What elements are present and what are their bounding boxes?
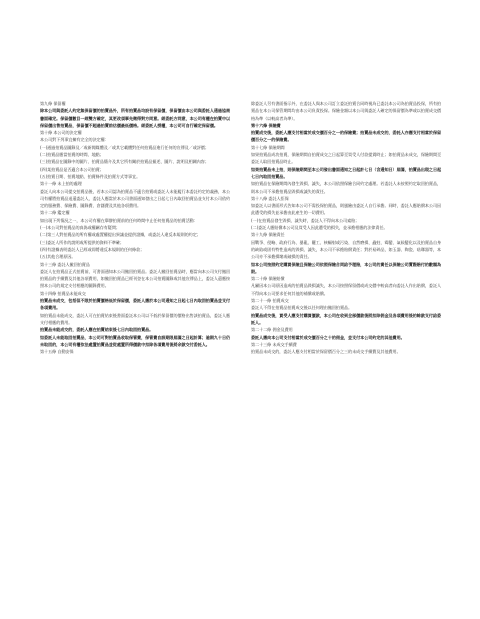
paragraph: (一)通過拍賣品圖錄及／或新聞媒體及／或其它載體對任何拍賣品進行任何的宣傳及／或評價； xyxy=(40,144,209,150)
paragraph: (二)委託人應賠償本公司及買受人因此遭受的損失，並承擔相應的法律責任。 xyxy=(251,225,388,231)
paragraph: 第十二條 鑑定權 xyxy=(40,210,70,216)
paragraph: 本公司對下列事宜擁有完全的決定權： xyxy=(40,137,109,143)
paragraph: (三)拍賣品在圖錄中的圖片、拍賣品簡介及其它所有關於拍賣品描述、圖片、說明及相關內容； xyxy=(40,159,209,165)
paragraph: 第二十條 保險賠償 xyxy=(251,276,285,282)
paragraph: 如拍賣品未能成交，委託人可在拍賣結束後書面委託本公司以不低於保留價的價格出售該拍賣品，委託人應支付相應的費用。 xyxy=(40,312,231,325)
paragraph: 因戰爭、侵略、政府行為、暴亂、罷工、核輻射或污染、自然磨損、蟲蛀、霉變、氣候變化以及拍賣品自身的缺陷或固有特性造成的毀損、滅失，本公司不承擔賠償責任；對於易碎品，如玉器、陶瓷、琺瑯器等，本公司亦不承擔損壞或破損的責任。 xyxy=(251,239,442,260)
paragraph: 第十八條 委託人拒保 xyxy=(251,195,289,201)
paragraph: 委託人應向本公司支付相當於成交價百分之十的佣金，並支付本公司約定的其他費用。 xyxy=(251,334,405,340)
paragraph: (三)委託人所作的說明或所提供的資料不準確； xyxy=(40,239,124,245)
paragraph: 第十九條 保險責任 xyxy=(251,232,285,238)
paragraph: 委託人向本公司提交拍賣品後，若本公司認為拍賣品不適合拍賣或委託人未能履行本委託約定的義務，本公司有權將拍賣品退還委託人，委託人應當於本公司書面通知發出之日起七日內取回拍賣品並支付本公司依約定的服務費、保險費、圖錄費、倉儲費及其他各項費用。 xyxy=(40,188,231,209)
paragraph: (二)第三人對拍賣品的所有權或處置權提出異議並提供證據，或委託人違反本規則的約定； xyxy=(40,232,201,238)
paragraph: 拍賣品未成交，包括但不限於拍賣價格低於保留價，委託人應於本公司通知之日起七日內取回拍賣品並支付各項費用。 xyxy=(40,298,231,311)
paragraph: 第二十二條 佣金及費用 xyxy=(251,327,293,333)
paragraph: (五)拍賣日期、拍賣地點、拍賣條件及拍賣方式等事宜。 xyxy=(40,173,141,179)
paragraph: 委託人在拍賣品正式拍賣前，可書面通知本公司撤回拍賣品。委託人撤回拍賣品時，應當向本公司支付撤回拍賣品的手續費及其他各項費用，如撤回拍賣品已經刊登在本公司拍賣圖錄或其他宣傳品上，委託人還應按照本公司的規定支付相應的圖錄費用。 xyxy=(40,268,231,289)
paragraph: 第十一條 未上拍的處理 xyxy=(40,181,82,187)
paragraph: 如出現下列情況之一，本公司有權在舉辦拍賣前的任何時間中止任何拍賣品的拍賣活動： xyxy=(40,217,198,223)
paragraph: 如委託人以書面形式告知本公司不需投保拍賣品，則風險由委託人自行承擔。同時，委託人應賠償本公司因此遭受的損失並承擔由此產生的一切費用。 xyxy=(251,203,442,216)
paragraph: 如果拍賣品成功拍賣，保險期間自拍賣成交之日起算至買受人付款提貨時止；如拍賣品未成交，保險期間至委託人取回拍賣品時止。 xyxy=(251,152,442,165)
paragraph: (四)有證據表明委託人已經或即將違反本規則的任何條款； xyxy=(40,246,145,252)
paragraph: 第十條 本公司的決定權 xyxy=(40,130,82,136)
paragraph: 如拍賣品在保險期間內發生毀損、滅失，本公司依照保險合同約定處理。若委託人未按照約定取回拍賣品，則本公司不承擔拍賣品毀損或滅失的責任。 xyxy=(251,181,442,194)
paragraph: 拍賣品成交後，買受人應支付購買價款，本公司在收到全部價款後將扣除佣金及各項費用後的餘款支付給委託人。 xyxy=(251,312,442,325)
paragraph: 除委託人另有書面指示外，在委託人與本公司訂立委託拍賣合同時視為已委託本公司為拍賣品投保，所有拍賣品在本公司保管期間均由本公司負責投保。保險金額以本公司與委託人確定的保留價為準或以拍賣成交價格為準（以較高者為準）。 xyxy=(251,101,442,121)
paragraph: 如委託人未能取回拍賣品，本公司可對拍賣品收取保管費，保管費自該期限屆滿之日起計算；逾期九十日仍未取回的，本公司有權依法處置拍賣品並從處置所得價款中扣除各項費用後將余款交付委託人。 xyxy=(40,334,231,347)
paragraph: 除本公司與委託人約定無保留價的拍賣品外，所有拍賣品均設有保留價，保留價由本公司與委託人通過協商書面確定。保留價數目一經雙方確定，其更改須事先徵得對方同意。經委託方同意，本公司有權在拍賣中以保留價出售拍賣品，保留價不超過拍賣前估價最低價格。經委託人授權，本公司可自行確定保留價。 xyxy=(40,108,231,128)
paragraph: 拍賣成交後，委託人應支付相當於成交價百分之一的保險費；拍賣品未成交的，委託人亦應支付相當於保留價百分之一的保險費。 xyxy=(251,130,442,143)
paragraph: 第十六條 保險費 xyxy=(251,122,281,128)
document-page xyxy=(40,100,442,530)
paragraph: (一)在拍賣品發生毀損、滅失時，委託人不得向本公司索賠； xyxy=(251,217,360,223)
paragraph: 第九條 保留權 xyxy=(40,101,66,106)
paragraph: 凡屬因本公司原因造成的拍賣品毀損滅失，本公司按照保留價或成交價中較高者向委託人作出賠償，委託人不得向本公司要求任何其他的補償或賠償。 xyxy=(251,283,442,296)
paragraph: 第十七條 保險期間 xyxy=(251,144,285,150)
paragraph: 拍賣品未能成交的，委託人應在拍賣結束後七日內取回拍賣品。 xyxy=(40,327,154,333)
paragraph: 委託人不得在拍賣品拍賣成交後以任何理由撤回拍賣品。 xyxy=(251,305,353,311)
left-column xyxy=(40,100,232,355)
paragraph: (二)拍賣品應當拍賣的時間、地點； xyxy=(40,152,104,158)
paragraph: 如本公司按照約定購買保險且保險公司依照保險合同給予理賠，本公司的責任以保險公司實際賠付的數額為限。 xyxy=(251,261,442,274)
paragraph: 第二十一條 拍賣成交 xyxy=(251,298,289,304)
paragraph: (五)其他合理原因。 xyxy=(40,254,76,260)
paragraph: (四)某拍賣品是否適合本公司拍賣； xyxy=(40,166,104,172)
paragraph: 第十四條 拍賣品未能成交 xyxy=(40,290,86,296)
paragraph: 如果拍賣品未上拍，則保險期間至本公司發出書面通知之日起計七日（含通知日）屆滿，拍賣品出現之日起七日內取回拍賣品。 xyxy=(251,166,442,179)
paragraph: 第十五條 自動安保 xyxy=(40,349,74,355)
paragraph: (一)本公司對拍賣品的真偽或權屬存有疑問； xyxy=(40,225,120,231)
paragraph: 拍賣品未成交的，委託人應支付相當於保留價百分之三的未成交手續費及其他費用。 xyxy=(251,349,401,355)
paragraph: 第十三條 委託人撤回拍賣品 xyxy=(40,261,90,267)
right-column xyxy=(251,100,443,355)
paragraph: 第二十三條 未成交手續費 xyxy=(251,341,297,347)
